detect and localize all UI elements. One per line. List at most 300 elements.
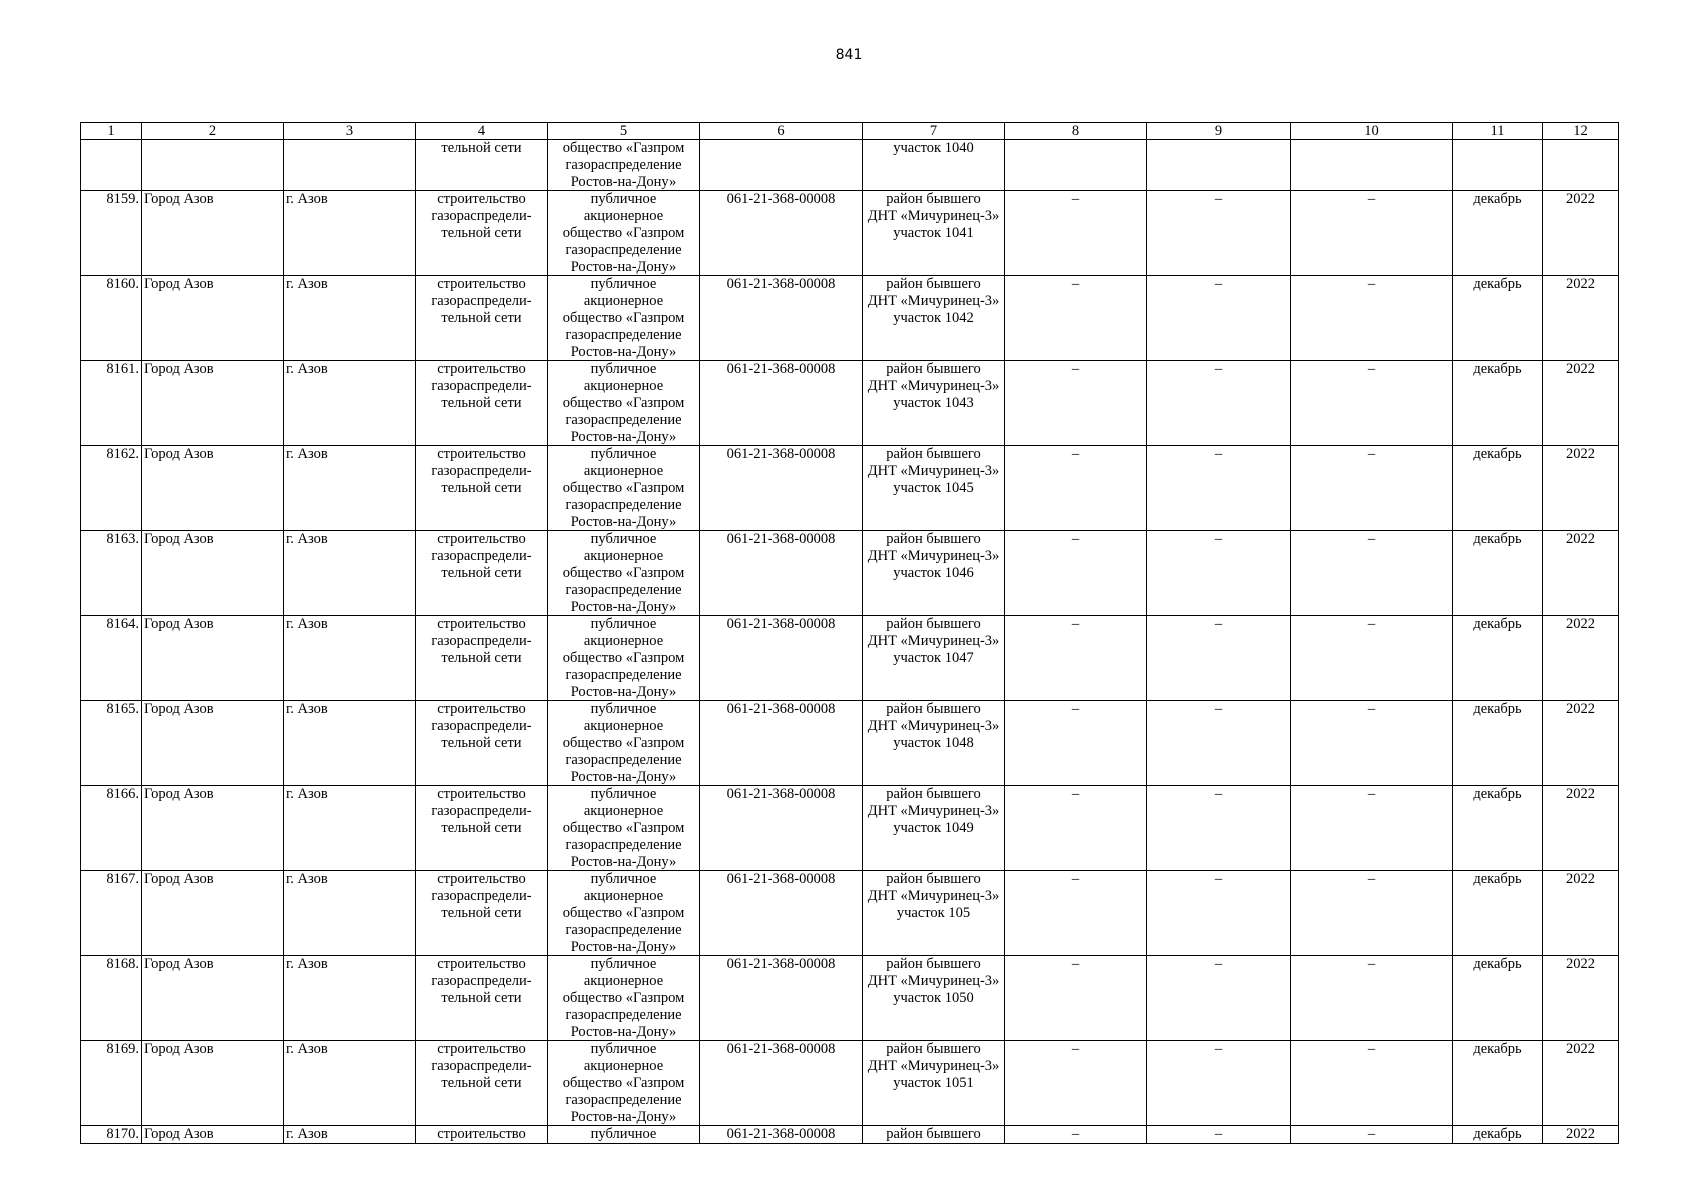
cell-work — [416, 446, 548, 531]
cell-col8: – — [1005, 446, 1147, 531]
cell-col9: – — [1147, 276, 1291, 361]
cell-site-line: район бывшего — [886, 531, 981, 548]
cell-org-line: газораспределение — [565, 836, 682, 853]
cell-org — [548, 786, 700, 871]
cell-work-line: газораспредели- — [431, 803, 532, 820]
cell-site — [863, 871, 1005, 956]
cell-year: 2022 — [1543, 786, 1619, 871]
cell-site — [863, 446, 1005, 531]
cell-locality: г. Азов — [284, 1126, 416, 1144]
table-row — [81, 276, 1619, 361]
cell-month: декабрь — [1453, 1041, 1543, 1126]
cell-col8: – — [1005, 786, 1147, 871]
cell-site-line: ДНТ «Мичуринец-3» — [867, 463, 1000, 480]
cell-num: 8168. — [81, 956, 142, 1041]
cell-work-line: строительство — [437, 531, 526, 548]
cell-work — [416, 616, 548, 701]
cell-work — [416, 786, 548, 871]
cell-work-line: тельной сети — [441, 649, 522, 666]
cell-month: декабрь — [1453, 361, 1543, 446]
cell-org-line: общество «Газпром — [562, 224, 685, 241]
cell-code: 061-21-368-00008 — [700, 701, 863, 786]
cell-num: 8166. — [81, 786, 142, 871]
cell-work-line: строительство — [437, 276, 526, 293]
cell-org — [548, 871, 700, 956]
table-row — [81, 361, 1619, 446]
cell-col9: – — [1147, 701, 1291, 786]
column-header: 5 — [548, 123, 700, 140]
cell-site — [863, 276, 1005, 361]
table-row — [81, 1126, 1619, 1144]
cell-site-line: район бывшего — [886, 191, 981, 208]
cell-org-line: общество «Газпром — [562, 989, 685, 1006]
header-row — [81, 123, 1619, 140]
cell-work — [416, 1126, 548, 1144]
cell-district — [142, 140, 284, 191]
cell-locality: г. Азов — [284, 616, 416, 701]
cell-empty — [1147, 140, 1291, 191]
cell-site — [863, 956, 1005, 1041]
cell-org-line: газораспределение — [565, 496, 682, 513]
column-header: 4 — [416, 123, 548, 140]
cell-work-line: строительство — [437, 1041, 526, 1058]
column-header: 2 — [142, 123, 284, 140]
cell-org-line: Ростов-на-Дону» — [570, 513, 677, 530]
cell-org — [548, 531, 700, 616]
cell-col8: – — [1005, 1126, 1147, 1144]
cell-site-line: район бывшего — [886, 1041, 981, 1058]
cell-district: Город Азов — [142, 361, 284, 446]
cell-code: 061-21-368-00008 — [700, 446, 863, 531]
cell-empty — [1453, 140, 1543, 191]
cell-org-line: газораспределение — [565, 241, 682, 258]
cell-org-line: публичное — [590, 276, 657, 293]
cell-org-line: акционерное — [583, 378, 664, 395]
cell-work-line: тельной сети — [441, 394, 522, 411]
cell-work-line: тельной сети — [441, 989, 522, 1006]
cell-work-line: строительство — [437, 701, 526, 718]
cell-locality — [284, 140, 416, 191]
cell-org-line: газораспределение — [565, 581, 682, 598]
column-header: 12 — [1543, 123, 1619, 140]
cell-work-line: тельной сети — [441, 479, 522, 496]
cell-month: декабрь — [1453, 701, 1543, 786]
table-row — [81, 616, 1619, 701]
cell-col9: – — [1147, 446, 1291, 531]
column-header: 7 — [863, 123, 1005, 140]
cell-site-line: ДНТ «Мичуринец-3» — [867, 548, 1000, 565]
cell-site-line: ДНТ «Мичуринец-3» — [867, 633, 1000, 650]
cell-col10: – — [1291, 956, 1453, 1041]
column-header: 6 — [700, 123, 863, 140]
cell-org-line: Ростов-на-Дону» — [570, 258, 677, 275]
table-header — [81, 123, 1619, 140]
cell-col8: – — [1005, 701, 1147, 786]
cell-year: 2022 — [1543, 871, 1619, 956]
cell-site-line: участок 1047 — [893, 649, 974, 666]
column-header: 3 — [284, 123, 416, 140]
cell-col10: – — [1291, 786, 1453, 871]
table-row-continuation — [81, 140, 1619, 191]
table-row — [81, 786, 1619, 871]
cell-locality: г. Азов — [284, 956, 416, 1041]
cell-org-line: Ростов-на-Дону» — [570, 853, 677, 870]
cell-site-line: ДНТ «Мичуринец-3» — [867, 208, 1000, 225]
cell-org — [548, 446, 700, 531]
cell-month: декабрь — [1453, 191, 1543, 276]
cell-work — [416, 276, 548, 361]
cell-site — [863, 191, 1005, 276]
cell-work-line: тельной сети — [441, 309, 522, 326]
table-row — [81, 701, 1619, 786]
cell-site-line: участок 1042 — [893, 309, 974, 326]
cell-site — [863, 1041, 1005, 1126]
cell-org-line: Ростов-на-Дону» — [570, 428, 677, 445]
cell-org — [548, 191, 700, 276]
cell-work — [416, 956, 548, 1041]
cell-work-line: газораспредели- — [431, 378, 532, 395]
cell-work-line: строительство — [437, 446, 526, 463]
cell-col8: – — [1005, 276, 1147, 361]
cell-org-line: акционерное — [583, 888, 664, 905]
cell-work-line: тельной сети — [441, 904, 522, 921]
cell-org-line: акционерное — [583, 293, 664, 310]
cell-org-line: публичное — [590, 616, 657, 633]
cell-org-line: акционерное — [583, 1058, 664, 1075]
cell-org — [548, 361, 700, 446]
cell-org-line: публичное — [590, 361, 657, 378]
cell-site-line: район бывшего — [886, 276, 981, 293]
cell-org-line: газораспределение — [565, 1006, 682, 1023]
register-table — [80, 122, 1619, 1144]
cell-col8: – — [1005, 191, 1147, 276]
cell-org-line: газораспределение — [565, 156, 682, 173]
cell-site-line: участок 1045 — [893, 479, 974, 496]
cell-org-line: акционерное — [583, 803, 664, 820]
cell-work-line: строительство — [437, 956, 526, 973]
cell-org-line: публичное — [590, 871, 657, 888]
cell-site-line: участок 1040 — [893, 140, 974, 156]
cell-work-line: тельной сети — [441, 224, 522, 241]
cell-district: Город Азов — [142, 616, 284, 701]
cell-month: декабрь — [1453, 786, 1543, 871]
cell-locality: г. Азов — [284, 1041, 416, 1126]
cell-year: 2022 — [1543, 446, 1619, 531]
cell-org-line: публичное — [590, 191, 657, 208]
cell-work — [416, 361, 548, 446]
cell-site-line: район бывшего — [886, 956, 981, 973]
cell-org-line: газораспределение — [565, 1091, 682, 1108]
cell-org-line: Ростов-на-Дону» — [570, 598, 677, 615]
cell-site-line: ДНТ «Мичуринец-3» — [867, 888, 1000, 905]
cell-work-line: строительство — [437, 786, 526, 803]
cell-col8: – — [1005, 956, 1147, 1041]
cell-work-line: строительство — [437, 191, 526, 208]
cell-empty — [1005, 140, 1147, 191]
cell-code: 061-21-368-00008 — [700, 1126, 863, 1144]
cell-site — [863, 361, 1005, 446]
cell-work — [416, 191, 548, 276]
cell-org-line: Ростов-на-Дону» — [570, 683, 677, 700]
cell-work-line: газораспредели- — [431, 1058, 532, 1075]
cell-site-line: ДНТ «Мичуринец-3» — [867, 718, 1000, 735]
cell-col10: – — [1291, 531, 1453, 616]
cell-org — [548, 1041, 700, 1126]
cell-col9: – — [1147, 956, 1291, 1041]
cell-year: 2022 — [1543, 361, 1619, 446]
cell-work-line: строительство — [437, 616, 526, 633]
cell-code: 061-21-368-00008 — [700, 786, 863, 871]
cell-site-line: район бывшего — [886, 446, 981, 463]
cell-district: Город Азов — [142, 1126, 284, 1144]
cell-site-line: район бывшего — [886, 701, 981, 718]
cell-district: Город Азов — [142, 701, 284, 786]
column-header: 9 — [1147, 123, 1291, 140]
cell-org-line: публичное — [590, 786, 657, 803]
cell-org-line: публичное — [590, 531, 657, 548]
cell-org-line: акционерное — [583, 973, 664, 990]
cell-work — [416, 1041, 548, 1126]
cell-org-line: общество «Газпром — [562, 140, 685, 156]
column-header: 11 — [1453, 123, 1543, 140]
cell-col10: – — [1291, 446, 1453, 531]
cell-col9: – — [1147, 361, 1291, 446]
cell-site-line: ДНТ «Мичуринец-3» — [867, 973, 1000, 990]
cell-month: декабрь — [1453, 616, 1543, 701]
cell-site-line: ДНТ «Мичуринец-3» — [867, 378, 1000, 395]
cell-work-line: тельной сети — [441, 564, 522, 581]
cell-code: 061-21-368-00008 — [700, 191, 863, 276]
cell-district: Город Азов — [142, 786, 284, 871]
cell-site-line: участок 1048 — [893, 734, 974, 751]
cell-district: Город Азов — [142, 446, 284, 531]
cell-work-line: газораспредели- — [431, 973, 532, 990]
cell-org-line: газораспределение — [565, 666, 682, 683]
cell-year: 2022 — [1543, 531, 1619, 616]
cell-num: 8159. — [81, 191, 142, 276]
column-header: 1 — [81, 123, 142, 140]
cell-site-line: район бывшего — [886, 871, 981, 888]
cell-num: 8164. — [81, 616, 142, 701]
table-row — [81, 1041, 1619, 1126]
cell-site-line: район бывшего — [886, 616, 981, 633]
cell-district: Город Азов — [142, 1041, 284, 1126]
cell-org-line: общество «Газпром — [562, 564, 685, 581]
cell-work-line: газораспредели- — [431, 208, 532, 225]
cell-year: 2022 — [1543, 701, 1619, 786]
cell-year: 2022 — [1543, 276, 1619, 361]
cell-org-line: акционерное — [583, 548, 664, 565]
cell-site-line: участок 1050 — [893, 989, 974, 1006]
cell-org-line: газораспределение — [565, 751, 682, 768]
cell-org-line: публичное — [590, 701, 657, 718]
cell-site-line: район бывшего — [886, 1126, 981, 1143]
cell-site-line: ДНТ «Мичуринец-3» — [867, 803, 1000, 820]
cell-site-line: ДНТ «Мичуринец-3» — [867, 1058, 1000, 1075]
cell-year: 2022 — [1543, 191, 1619, 276]
cell-org-line: общество «Газпром — [562, 819, 685, 836]
cell-district: Город Азов — [142, 531, 284, 616]
cell-org-line: Ростов-на-Дону» — [570, 1108, 677, 1125]
cell-code — [700, 140, 863, 191]
cell-col9: – — [1147, 531, 1291, 616]
cell-district: Город Азов — [142, 871, 284, 956]
cell-code: 061-21-368-00008 — [700, 361, 863, 446]
cell-month: декабрь — [1453, 446, 1543, 531]
cell-year: 2022 — [1543, 1041, 1619, 1126]
cell-site — [863, 616, 1005, 701]
cell-code: 061-21-368-00008 — [700, 1041, 863, 1126]
cell-district: Город Азов — [142, 191, 284, 276]
cell-org-line: публичное — [590, 956, 657, 973]
cell-site-line: район бывшего — [886, 786, 981, 803]
cell-col9: – — [1147, 1041, 1291, 1126]
cell-work-line: газораспредели- — [431, 548, 532, 565]
cell-month: декабрь — [1453, 1126, 1543, 1144]
cell-col10: – — [1291, 1126, 1453, 1144]
cell-col8: – — [1005, 531, 1147, 616]
cell-year: 2022 — [1543, 1126, 1619, 1144]
cell-site-line: ДНТ «Мичуринец-3» — [867, 293, 1000, 310]
cell-site — [863, 1126, 1005, 1144]
cell-work-line: газораспредели- — [431, 293, 532, 310]
cell-org-line: газораспределение — [565, 326, 682, 343]
cell-col9: – — [1147, 191, 1291, 276]
cell-col9: – — [1147, 616, 1291, 701]
cell-org-line: публичное — [590, 1126, 657, 1143]
cell-org-line: газораспределение — [565, 921, 682, 938]
cell-org — [548, 1126, 700, 1144]
cell-org-line: общество «Газпром — [562, 309, 685, 326]
table-row — [81, 446, 1619, 531]
cell-work — [416, 871, 548, 956]
cell-site — [863, 701, 1005, 786]
cell-code: 061-21-368-00008 — [700, 956, 863, 1041]
cell-month: декабрь — [1453, 956, 1543, 1041]
cell-org-line: акционерное — [583, 208, 664, 225]
cell-locality: г. Азов — [284, 871, 416, 956]
cell-num: 8167. — [81, 871, 142, 956]
cell-site-line: район бывшего — [886, 361, 981, 378]
cell-col10: – — [1291, 1041, 1453, 1126]
cell-empty — [1543, 140, 1619, 191]
cell-col8: – — [1005, 361, 1147, 446]
table-row — [81, 531, 1619, 616]
cell-work-line: тельной сети — [441, 140, 522, 156]
cell-col10: – — [1291, 361, 1453, 446]
cell-locality: г. Азов — [284, 531, 416, 616]
cell-num: 8163. — [81, 531, 142, 616]
cell-district: Город Азов — [142, 276, 284, 361]
cell-num: 8165. — [81, 701, 142, 786]
cell-org — [548, 701, 700, 786]
cell-org-line: публичное — [590, 446, 657, 463]
cell-num: 8170. — [81, 1126, 142, 1144]
cell-district: Город Азов — [142, 956, 284, 1041]
cell-code: 061-21-368-00008 — [700, 531, 863, 616]
cell-code: 061-21-368-00008 — [700, 276, 863, 361]
cell-locality: г. Азов — [284, 276, 416, 361]
cell-col9: – — [1147, 786, 1291, 871]
cell-num — [81, 140, 142, 191]
cell-work-line: тельной сети — [441, 819, 522, 836]
cell-org-line: Ростов-на-Дону» — [570, 1023, 677, 1040]
cell-org-line: Ростов-на-Дону» — [570, 938, 677, 955]
cell-work — [416, 531, 548, 616]
cell-org-line: общество «Газпром — [562, 1074, 685, 1091]
cell-locality: г. Азов — [284, 446, 416, 531]
cell-col10: – — [1291, 616, 1453, 701]
table-body — [81, 140, 1619, 1144]
cell-col8: – — [1005, 871, 1147, 956]
cell-work — [416, 701, 548, 786]
cell-site — [863, 786, 1005, 871]
cell-site-line: участок 1046 — [893, 564, 974, 581]
cell-code: 061-21-368-00008 — [700, 871, 863, 956]
cell-site-line: участок 105 — [896, 904, 971, 921]
cell-col10: – — [1291, 871, 1453, 956]
cell-org-line: акционерное — [583, 633, 664, 650]
cell-col9: – — [1147, 871, 1291, 956]
cell-col10: – — [1291, 191, 1453, 276]
cell-month: декабрь — [1453, 276, 1543, 361]
cell-org-line: газораспределение — [565, 411, 682, 428]
cell-num: 8160. — [81, 276, 142, 361]
column-header: 10 — [1291, 123, 1453, 140]
cell-col10: – — [1291, 701, 1453, 786]
cell-num: 8162. — [81, 446, 142, 531]
cell-work-line: газораспредели- — [431, 633, 532, 650]
cell-org-line: общество «Газпром — [562, 649, 685, 666]
cell-col8: – — [1005, 616, 1147, 701]
cell-work-line: тельной сети — [441, 1074, 522, 1091]
cell-org-line: общество «Газпром — [562, 904, 685, 921]
cell-year: 2022 — [1543, 616, 1619, 701]
cell-org-line: общество «Газпром — [562, 394, 685, 411]
cell-col10: – — [1291, 276, 1453, 361]
cell-code: 061-21-368-00008 — [700, 616, 863, 701]
cell-locality: г. Азов — [284, 786, 416, 871]
cell-work-line: строительство — [437, 361, 526, 378]
cell-org-line: публичное — [590, 1041, 657, 1058]
cell-org — [548, 956, 700, 1041]
cell-empty — [1291, 140, 1453, 191]
cell-work-line: газораспредели- — [431, 463, 532, 480]
cell-locality: г. Азов — [284, 361, 416, 446]
cell-num: 8169. — [81, 1041, 142, 1126]
cell-site-line: участок 1043 — [893, 394, 974, 411]
cell-site-line: участок 1051 — [893, 1074, 974, 1091]
cell-work-line: тельной сети — [441, 734, 522, 751]
cell-col8: – — [1005, 1041, 1147, 1126]
page-number: 841 — [835, 47, 863, 63]
table-row — [81, 191, 1619, 276]
table-row — [81, 871, 1619, 956]
cell-org-line: акционерное — [583, 463, 664, 480]
cell-work-line: строительство — [437, 1126, 526, 1143]
cell-org-line: Ростов-на-Дону» — [570, 768, 677, 785]
cell-org-line: общество «Газпром — [562, 734, 685, 751]
cell-work-line: строительство — [437, 871, 526, 888]
cell-col9: – — [1147, 1126, 1291, 1144]
cell-org-line: Ростов-на-Дону» — [570, 343, 677, 360]
cell-site-line: участок 1041 — [893, 224, 974, 241]
cell-month: декабрь — [1453, 531, 1543, 616]
cell-work — [416, 140, 548, 191]
cell-site — [863, 531, 1005, 616]
cell-locality: г. Азов — [284, 191, 416, 276]
cell-num: 8161. — [81, 361, 142, 446]
